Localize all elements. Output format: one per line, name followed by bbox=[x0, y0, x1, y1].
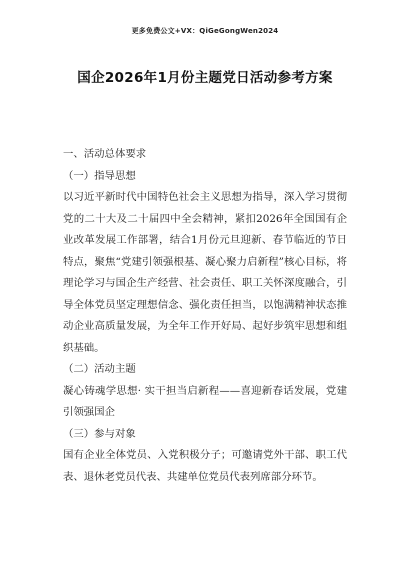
guiding-paragraph: 以习近平新时代中国特色社会主义思想为指导，深入学习贯彻党的二十大及二十届四中全会精神，紧扣2026年全国国有企业改革发展工作部署，结合1月份元旦迎新、春节临近的节日特点，聚焦“党建引领强根基、凝心聚力启新程”核心目标，将理论学习与国企生产经营、社会责任、职工关怀深度融合，引导全体党员坚定理想信念、强化责任担当，以饱满精神状态推动企业高质量发展，为全年工作开好局、起好步筑牢思想和组织基础。 bbox=[63, 191, 347, 354]
document-body bbox=[63, 144, 347, 488]
subsection-heading-guiding: （一）指导思想 bbox=[63, 169, 136, 182]
subsection-heading-theme: （二）活动主题 bbox=[63, 363, 136, 375]
theme-paragraph: 凝心铸魂学思想· 实干担当启新程——喜迎新春话发展，党建引领强国企 bbox=[63, 384, 347, 418]
participants-paragraph: 国有企业全体党员、入党积极分子；可邀请党外干部、职工代表、退休老党员代表、共建单位党员代表列席部分环节。 bbox=[63, 449, 347, 483]
subsection-heading-participants: （三）参与对象 bbox=[63, 427, 136, 440]
header-note: 更多免费公文+VX：QiGeGongWen2024 bbox=[131, 27, 279, 35]
section-heading-overall: 一、活动总体要求 bbox=[63, 148, 147, 160]
document-title: 国企2026年1月份主题党日活动参考方案 bbox=[77, 70, 333, 86]
